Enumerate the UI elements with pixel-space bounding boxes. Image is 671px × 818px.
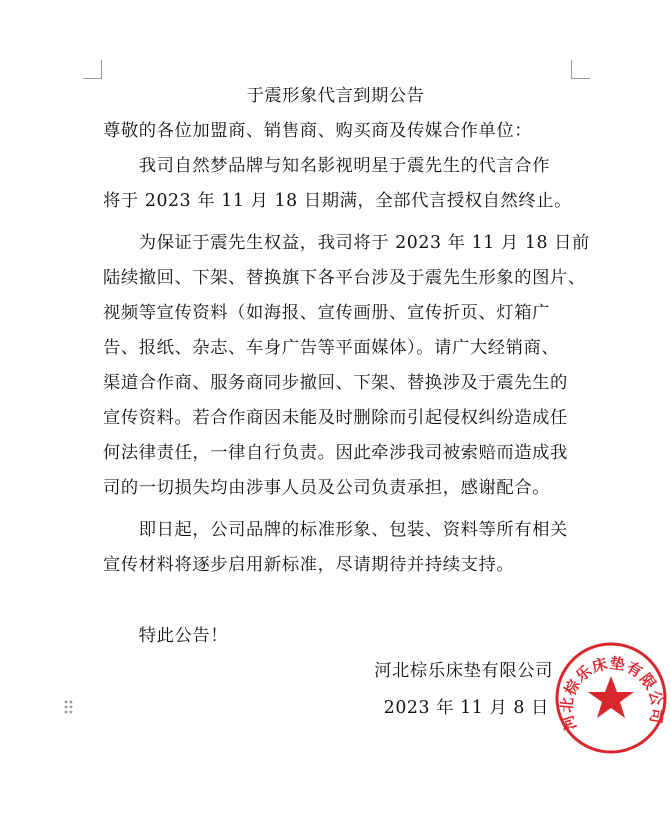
paragraph-line: 陆续撤回、下架、替换旗下各平台涉及于震先生形象的图片、 bbox=[103, 268, 586, 288]
page-corner-top-right bbox=[571, 60, 590, 79]
star-icon bbox=[588, 676, 634, 718]
paragraph-line: 宣传资料。若合作商因未能及时删除而引起侵权纠纷造成任 bbox=[103, 408, 568, 428]
paragraph-line: 为保证于震先生权益，我司将于 2023 年 11 月 18 日前 bbox=[103, 233, 590, 253]
company-seal bbox=[553, 640, 669, 756]
paragraph-line: 将于 2023 年 11 月 18 日期满，全部代言授权自然终止。 bbox=[103, 191, 573, 211]
paragraph-line: 宣传材料将逐步启用新标准，尽请期待并持续支持。 bbox=[103, 555, 515, 575]
paragraph-line: 视频等宣传资料（如海报、宣传画册、宣传折页、灯箱广 bbox=[103, 303, 551, 323]
paragraph-line: 司的一切损失均由涉事人员及公司负责承担，感谢配合。 bbox=[103, 478, 551, 498]
seal-text: 河北棕乐床垫有限公司 bbox=[557, 654, 667, 733]
paragraph-line: 我司自然梦品牌与知名影视明星于震先生的代言合作 bbox=[103, 156, 551, 176]
paragraph-line: 即日起，公司品牌的标准形象、包装、资料等所有相关 bbox=[103, 520, 568, 540]
drag-handle-icon[interactable] bbox=[64, 700, 74, 716]
paragraph-line: 渠道合作商、服务商同步撤回、下架、替换涉及于震先生的 bbox=[103, 373, 568, 393]
paragraph-line: 何法律责任，一律自行负责。因此牵涉我司被索赔而造成我 bbox=[103, 443, 568, 463]
company-signature: 河北棕乐床垫有限公司 bbox=[374, 661, 553, 681]
salutation: 尊敬的各位加盟商、销售商、购买商及传媒合作单位： bbox=[103, 121, 533, 141]
closing: 特此公告！ bbox=[103, 626, 229, 646]
page-corner-top-left bbox=[83, 60, 102, 79]
signature-date: 2023 年 11 月 8 日 bbox=[383, 698, 549, 718]
document-title: 于震形象代言到期公告 bbox=[246, 86, 425, 106]
paragraph-line: 告、报纸、杂志、车身广告等平面媒体）。请广大经销商、 bbox=[103, 338, 560, 358]
